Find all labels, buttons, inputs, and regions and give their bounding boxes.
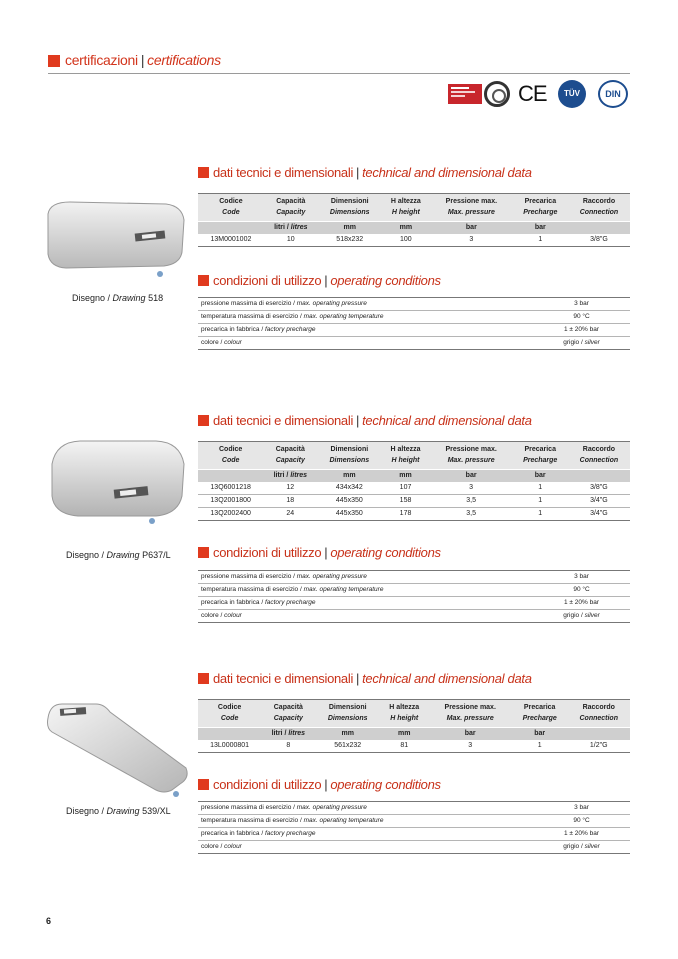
product-section-518 [0,160,678,380]
bullet-square [198,275,209,286]
drawing-code: P637/L [142,550,171,560]
condition-row: pressione massima di esercizio / max. operating pressure 3 bar [198,571,630,584]
col-header-capacity: Capacità [261,700,315,714]
tech-data-table: Codice Capacità Dimensioni H altezza Pressione max. Precarica Raccordo Code Capacity Dimensions H height Max. pressure Precharge Connection litri / litres mm mm bar bar 13Q6001218 12 434x342 107 3 1 3/8"G 13Q2001800 18 445x350 158 3,5 1 3/4"G 13Q2002400 24 445x350 178 3,5 1 3/4"G [198,441,630,521]
tech-data-title: dati tecnici e dimensionali | technical and dimensional data [198,165,532,181]
col-header-dimensions: Dimensioni [318,194,382,208]
drawing-label: Disegno / Drawing P637/L [66,550,171,560]
col-header-height: H altezza [381,442,429,456]
condition-row: colore / colour grigio / silver [198,610,630,623]
drawing-label: Disegno / Drawing 518 [72,293,164,303]
units-row: litri / litres mm mm bar bar [198,728,630,741]
page-title [65,52,221,69]
operating-conditions-table [198,801,630,854]
operating-conditions-title: condizioni di utilizzo | operating conditions [198,545,441,561]
tech-data-title: dati tecnici e dimensionali | technical and dimensional data [198,413,532,429]
title-separator: | [140,52,145,68]
operating-conditions-table [198,297,630,350]
col-header-dimensions: Dimensioni [316,700,380,714]
bullet-square [198,547,209,558]
bullet-square [198,415,209,426]
operating-conditions-title: condizioni di utilizzo | operating conditions [198,273,441,289]
product-drawing [40,194,190,284]
page-header [48,52,630,74]
condition-row: precarica in fabbrica / factory precharge 1 ± 20% bar [198,828,630,841]
col-header-capacity: Capacità [264,194,318,208]
page-title-en: certifications [147,52,221,68]
condition-row: precarica in fabbrica / factory precharge 1 ± 20% bar [198,324,630,337]
table-row: 13Q2001800 18 445x350 158 3,5 1 3/4"G [198,495,630,508]
operating-conditions-table [198,570,630,623]
tuv-logo: TÜV [558,80,586,108]
col-header-code: Codice [198,442,263,456]
units-row: litri / litres mm mm bar bar [198,470,630,483]
units-row: litri / litres mm mm bar bar [198,222,630,235]
bullet-square [198,167,209,178]
table-row: 13Q2002400 24 445x350 178 3,5 1 3/4"G [198,508,630,521]
col-header-connection: Raccordo [568,194,630,208]
table-row: 13Q6001218 12 434x342 107 3 1 3/8"G [198,482,630,495]
condition-row: temperatura massima di esercizio / max. operating temperature 90 °C [198,584,630,597]
tech-data-title: dati tecnici e dimensionali | technical and dimensional data [198,671,532,687]
col-header-precharge: Precarica [513,442,568,456]
header-bullet-square [48,55,60,67]
col-header-height: H altezza [382,194,430,208]
condition-row: colore / colour grigio / silver [198,337,630,350]
tech-data-table: Codice Capacità Dimensioni H altezza Pressione max. Precarica Raccordo Code Capacity Dimensions H height Max. pressure Precharge Connection litri / litres mm mm bar bar 13L0000801 8 561x232 81 3 1 1/2"G [198,699,630,753]
condition-row: precarica in fabbrica / factory precharge 1 ± 20% bar [198,597,630,610]
ce-mark-logo: CE [518,81,547,106]
condition-row: colore / colour grigio / silver [198,841,630,854]
tech-data-table: Codice Capacità Dimensioni H altezza Pressione max. Precarica Raccordo Code Capacity Dimensions H height Max. pressure Precharge Connection litri / litres mm mm bar bar 13M0001002 10 518x232 100 3 1 3/8"G [198,193,630,247]
condition-row: pressione massima di esercizio / max. operating pressure 3 bar [198,298,630,311]
bureau-veritas-logo [448,84,482,104]
bullet-square [198,779,209,790]
expansion-tank-image [40,194,190,284]
col-header-connection: Raccordo [567,700,630,714]
col-header-precharge: Precarica [512,700,568,714]
certification-logos [448,79,632,109]
product-drawing [40,698,190,798]
expansion-tank-image [40,698,190,798]
page-number: 6 [46,916,52,926]
condition-row: temperatura massima di esercizio / max. operating temperature 90 °C [198,815,630,828]
col-header-pressure: Pressione max. [430,442,513,456]
col-header-connection: Raccordo [568,442,630,456]
operating-conditions-title: condizioni di utilizzo | operating conditions [198,777,441,793]
drawing-code: 539/XL [142,806,171,816]
expansion-tank-image [40,436,190,526]
product-section-539xl [0,666,678,886]
col-header-code: Codice [198,194,264,208]
col-header-capacity: Capacità [263,442,317,456]
drawing-label: Disegno / Drawing 539/XL [66,806,171,816]
drawing-code: 518 [148,293,164,303]
col-header-pressure: Pressione max. [429,700,512,714]
condition-row: temperatura massima di esercizio / max. operating temperature 90 °C [198,311,630,324]
product-drawing [40,436,190,526]
page-title-it: certificazioni [65,52,138,68]
condition-row: pressione massima di esercizio / max. operating pressure 3 bar [198,802,630,815]
product-section-p637l [0,408,678,628]
col-header-code: Codice [198,700,261,714]
col-header-dimensions: Dimensioni [317,442,381,456]
col-header-precharge: Precarica [513,194,568,208]
col-header-height: H altezza [380,700,429,714]
table-row: 13L0000801 8 561x232 81 3 1 1/2"G [198,740,630,753]
table-row: 13M0001002 10 518x232 100 3 1 3/8"G [198,234,630,247]
din-logo: DIN [598,80,628,108]
bullet-square [198,673,209,684]
certification-seal-logo [484,81,510,107]
col-header-pressure: Pressione max. [430,194,513,208]
